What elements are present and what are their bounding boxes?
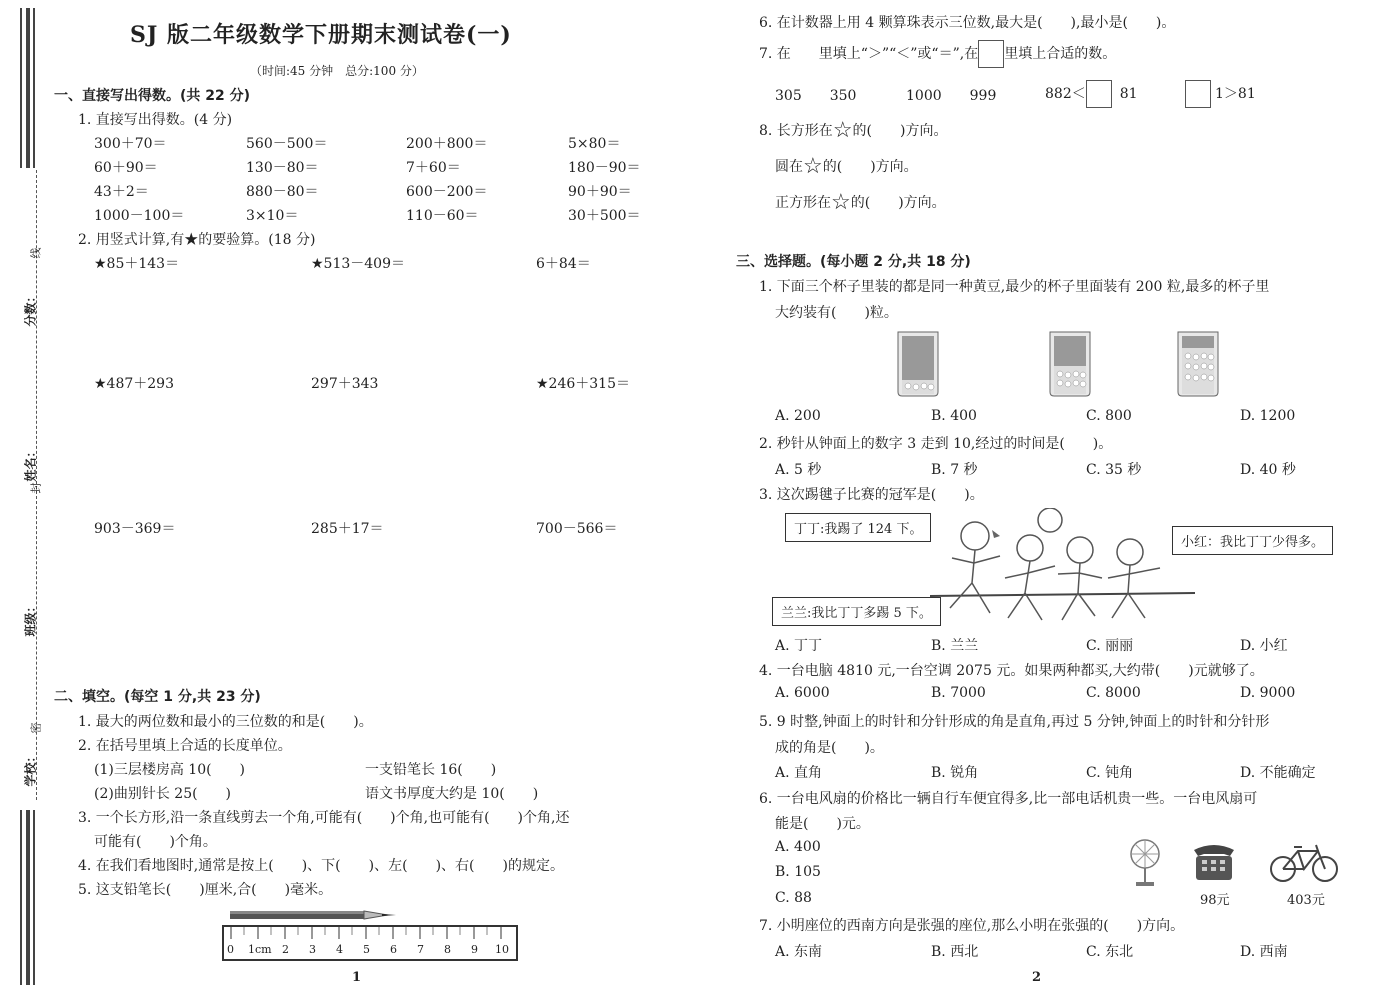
q2-8b-pre: 圆在 [775, 159, 803, 175]
q1-1-item: 60＋90＝ [94, 160, 158, 176]
ruler-label: 10 [495, 943, 509, 956]
speech-bubble-xiaohong: 小红：我比丁丁少得多。 [1172, 526, 1333, 555]
q1-2-item: ★85＋143＝ [94, 256, 180, 272]
ruler-label: 3 [309, 943, 316, 956]
speech-bubble-lanlan: 兰兰:我比丁丁多踢 5 下。 [772, 597, 941, 626]
c7-opt: C. 东北 [1086, 944, 1134, 960]
q2-8c [775, 192, 946, 214]
c5-opt: C. 钝角 [1086, 765, 1134, 781]
q2-1: 1. 最大的两位数和最小的三位数的和是( )。 [78, 714, 373, 730]
ruler [222, 925, 518, 961]
q2-2b: 一支铅笔长 16( ) [365, 762, 497, 778]
q2-7-item-text: 882＜ [1045, 86, 1086, 102]
electric-fan-icon [1128, 838, 1162, 888]
q2-3b: 可能有( )个角。 [94, 834, 217, 850]
bicycle-icon [1268, 843, 1340, 885]
margin-bar-top-2 [26, 8, 30, 168]
pencil-icon [228, 908, 400, 922]
margin-label-name: 姓名： [23, 445, 38, 482]
q1-2-item: 6＋84＝ [536, 256, 591, 272]
c5-opt: D. 不能确定 [1240, 765, 1316, 781]
q1-2-item: ★487＋293 [94, 376, 174, 392]
q2-3a: 3. 一个长方形,沿一条直线剪去一个角,可能有( )个角,也可能有( )个角,还 [78, 810, 570, 826]
c4-opt: C. 8000 [1086, 685, 1141, 701]
c4: 4. 一台电脑 4810 元,一台空调 2075 元。如果两种都买,大约带( )元就够了。 [759, 663, 1264, 679]
q1-1-item: 600－200＝ [406, 184, 488, 200]
margin-bar-top [20, 8, 22, 168]
q2-7-item-text: 81 [1119, 86, 1138, 102]
c1b: 大约装有( )粒。 [775, 305, 898, 321]
c4-opt: D. 9000 [1240, 685, 1296, 701]
q2-2a: (1)三层楼房高 10( ) [94, 762, 246, 778]
q1-1-item: 300＋70＝ [94, 136, 167, 152]
ruler-label: 5 [363, 943, 370, 956]
ruler-label: 0 [227, 943, 234, 956]
c6b: 能是( )元。 [775, 816, 870, 832]
q1-1-item: 560－500＝ [246, 136, 328, 152]
q1-1-label: 1. 直接写出得数。(4 分) [78, 112, 233, 128]
page-title: SJ 版二年级数学下册期末测试卷(一) [130, 22, 512, 48]
q1-1-item: 30＋500＝ [568, 208, 641, 224]
q1-1-item: 7＋60＝ [406, 160, 461, 176]
q1-1-item: 110－60＝ [406, 208, 479, 224]
q1-1-item: 130－80＝ [246, 160, 319, 176]
q2-2: 2. 在括号里填上合适的长度单位。 [78, 738, 292, 754]
c5-opt: A. 直角 [775, 765, 823, 781]
q2-4: 4. 在我们看地图时,通常是按上( )、下( )、左( )、右( )的规定。 [78, 858, 564, 874]
c3-opt: D. 小红 [1240, 638, 1288, 654]
c3-opt: C. 丽丽 [1086, 638, 1134, 654]
ruler-label: 6 [390, 943, 397, 956]
star-outline-icon: ☆ [803, 154, 823, 179]
q2-2c: (2)曲别针长 25( ) [94, 786, 232, 802]
c3-opt: A. 丁丁 [775, 638, 823, 654]
q2-8a-pre: 8. 长方形在 [759, 123, 833, 139]
star-outline-icon: ☆ [831, 190, 851, 215]
beaker-icon [1044, 330, 1096, 398]
q2-6: 6. 在计数器上用 4 颗算珠表示三位数,最大是( ),最小是( )。 [759, 15, 1176, 31]
c2-opt: A. 5 秒 [775, 462, 822, 478]
c1-opt: D. 1200 [1240, 408, 1296, 424]
q1-1-item: 1000－100＝ [94, 208, 185, 224]
c2-opt: B. 7 秒 [931, 462, 978, 478]
answer-box-icon [1086, 80, 1112, 108]
q1-2-item: 297＋343 [311, 376, 379, 392]
phone-price: 98元 [1200, 893, 1230, 908]
beaker-icon [892, 330, 944, 398]
margin-label-school: 学校： [23, 750, 38, 787]
c6-opt: C. 88 [775, 890, 812, 906]
margin-label-class: 班级： [23, 600, 38, 637]
q1-2-item: 700－566＝ [536, 521, 618, 537]
q1-1-item: 5×80＝ [568, 136, 621, 152]
q1-2-item: ★246＋315＝ [536, 376, 630, 392]
q2-8a [759, 120, 947, 142]
q1-1-item: 200＋800＝ [406, 136, 488, 152]
q1-1-item: 880－80＝ [246, 184, 319, 200]
q1-1-item: 90＋90＝ [568, 184, 632, 200]
speech-bubble-dingding: 丁丁:我踢了 124 下。 [785, 513, 931, 542]
c4-opt: A. 6000 [775, 685, 830, 701]
kids-shuttlecock-illustration [930, 508, 1195, 638]
telephone-icon [1190, 840, 1238, 884]
c5a: 5. 9 时整,钟面上的时针和分针形成的角是直角,再过 5 分钟,钟面上的时针和分针形 [759, 714, 1270, 730]
c6-opt: A. 400 [775, 839, 821, 855]
c7: 7. 小明座位的西南方向是张强的座位,那么小明在张强的( )方向。 [759, 918, 1185, 934]
c1-opt: B. 400 [931, 408, 977, 424]
section-1-heading: 一、直接写出得数。(共 22 分) [54, 88, 251, 104]
c6-opt: B. 105 [775, 864, 821, 880]
q2-7-item [1045, 80, 1138, 108]
page-subtitle: （时间:45 分钟 总分:100 分） [250, 64, 424, 78]
margin-bar-top-3 [33, 8, 35, 168]
section-3-heading: 三、选择题。(每小题 2 分,共 18 分) [736, 254, 971, 270]
c7-opt: D. 西南 [1240, 944, 1288, 960]
c7-opt: A. 东南 [775, 944, 823, 960]
q1-1-item: 43＋2＝ [94, 184, 149, 200]
q2-7-item: 1000 999 [906, 88, 997, 104]
c7-opt: B. 西北 [931, 944, 979, 960]
q2-7 [759, 40, 1116, 68]
page-number-2: 2 [1032, 970, 1042, 985]
margin-bar-bottom-2 [26, 810, 30, 985]
q1-1-item: 180－90＝ [568, 160, 641, 176]
ruler-label: 4 [336, 943, 343, 956]
ruler-label: 7 [417, 943, 424, 956]
ruler-label: 1cm [248, 943, 272, 956]
margin-bar-bottom [20, 810, 22, 985]
c4-opt: B. 7000 [931, 685, 986, 701]
q2-8c-pre: 正方形在 [775, 195, 831, 211]
q1-2-item: 903－369＝ [94, 521, 176, 537]
c2: 2. 秒针从钟面上的数字 3 走到 10,经过的时间是( )。 [759, 436, 1113, 452]
q2-7-post: 里填上合适的数。 [1004, 46, 1117, 62]
q2-7-item [1185, 80, 1256, 108]
q2-8b-post: 的( )方向。 [822, 159, 918, 175]
c3: 3. 这次踢毽子比赛的冠军是( )。 [759, 487, 984, 503]
q2-5: 5. 这支铅笔长( )厘米,合( )毫米。 [78, 882, 333, 898]
c5b: 成的角是( )。 [775, 740, 884, 756]
margin-bar-bottom-3 [33, 810, 35, 985]
q1-2-label: 2. 用竖式计算,有★的要验算。(18 分) [78, 232, 316, 248]
q1-2-item: ★513－409＝ [311, 256, 405, 272]
answer-box-icon [978, 40, 1004, 68]
page-number-1: 1 [352, 970, 362, 985]
c1-opt: C. 800 [1086, 408, 1132, 424]
star-outline-icon: ☆ [832, 118, 853, 143]
q2-8b [775, 156, 918, 178]
margin-mark-line: 线 [29, 247, 43, 259]
q2-8a-post: 的( )方向。 [852, 123, 948, 139]
margin-mark-seal: 封 [29, 482, 43, 494]
section-2-heading: 二、填空。(每空 1 分,共 23 分) [54, 689, 261, 705]
c2-opt: C. 35 秒 [1086, 462, 1142, 478]
q2-8c-post: 的( )方向。 [850, 195, 946, 211]
answer-box-icon [1185, 80, 1211, 108]
margin-mark-dense: 密 [29, 722, 43, 734]
c5-opt: B. 锐角 [931, 765, 979, 781]
q2-2d: 语文书厚度大约是 10( ) [365, 786, 539, 802]
c3-opt: B. 兰兰 [931, 638, 979, 654]
q2-7-pre: 7. 在 里填上“＞”“＜”或“＝”,在 [759, 46, 979, 62]
q2-7-item-text: 1＞81 [1215, 86, 1256, 102]
ruler-label: 9 [471, 943, 478, 956]
binding-margin [0, 0, 42, 999]
margin-label-score: 分数： [23, 290, 38, 327]
beaker-icon [1172, 330, 1224, 398]
c6a: 6. 一台电风扇的价格比一辆自行车便宜得多,比一部电话机贵一些。一台电风扇可 [759, 791, 1258, 807]
c2-opt: D. 40 秒 [1240, 462, 1296, 478]
ruler-label: 8 [444, 943, 451, 956]
ruler-label: 2 [282, 943, 289, 956]
q2-7-item: 305 350 [775, 88, 857, 104]
q1-1-item: 3×10＝ [246, 208, 299, 224]
q1-2-item: 285＋17＝ [311, 521, 384, 537]
c1a: 1. 下面三个杯子里装的都是同一种黄豆,最少的杯子里面装有 200 粒,最多的杯子里 [759, 279, 1270, 295]
c1-opt: A. 200 [775, 408, 821, 424]
bike-price: 403元 [1287, 893, 1325, 908]
